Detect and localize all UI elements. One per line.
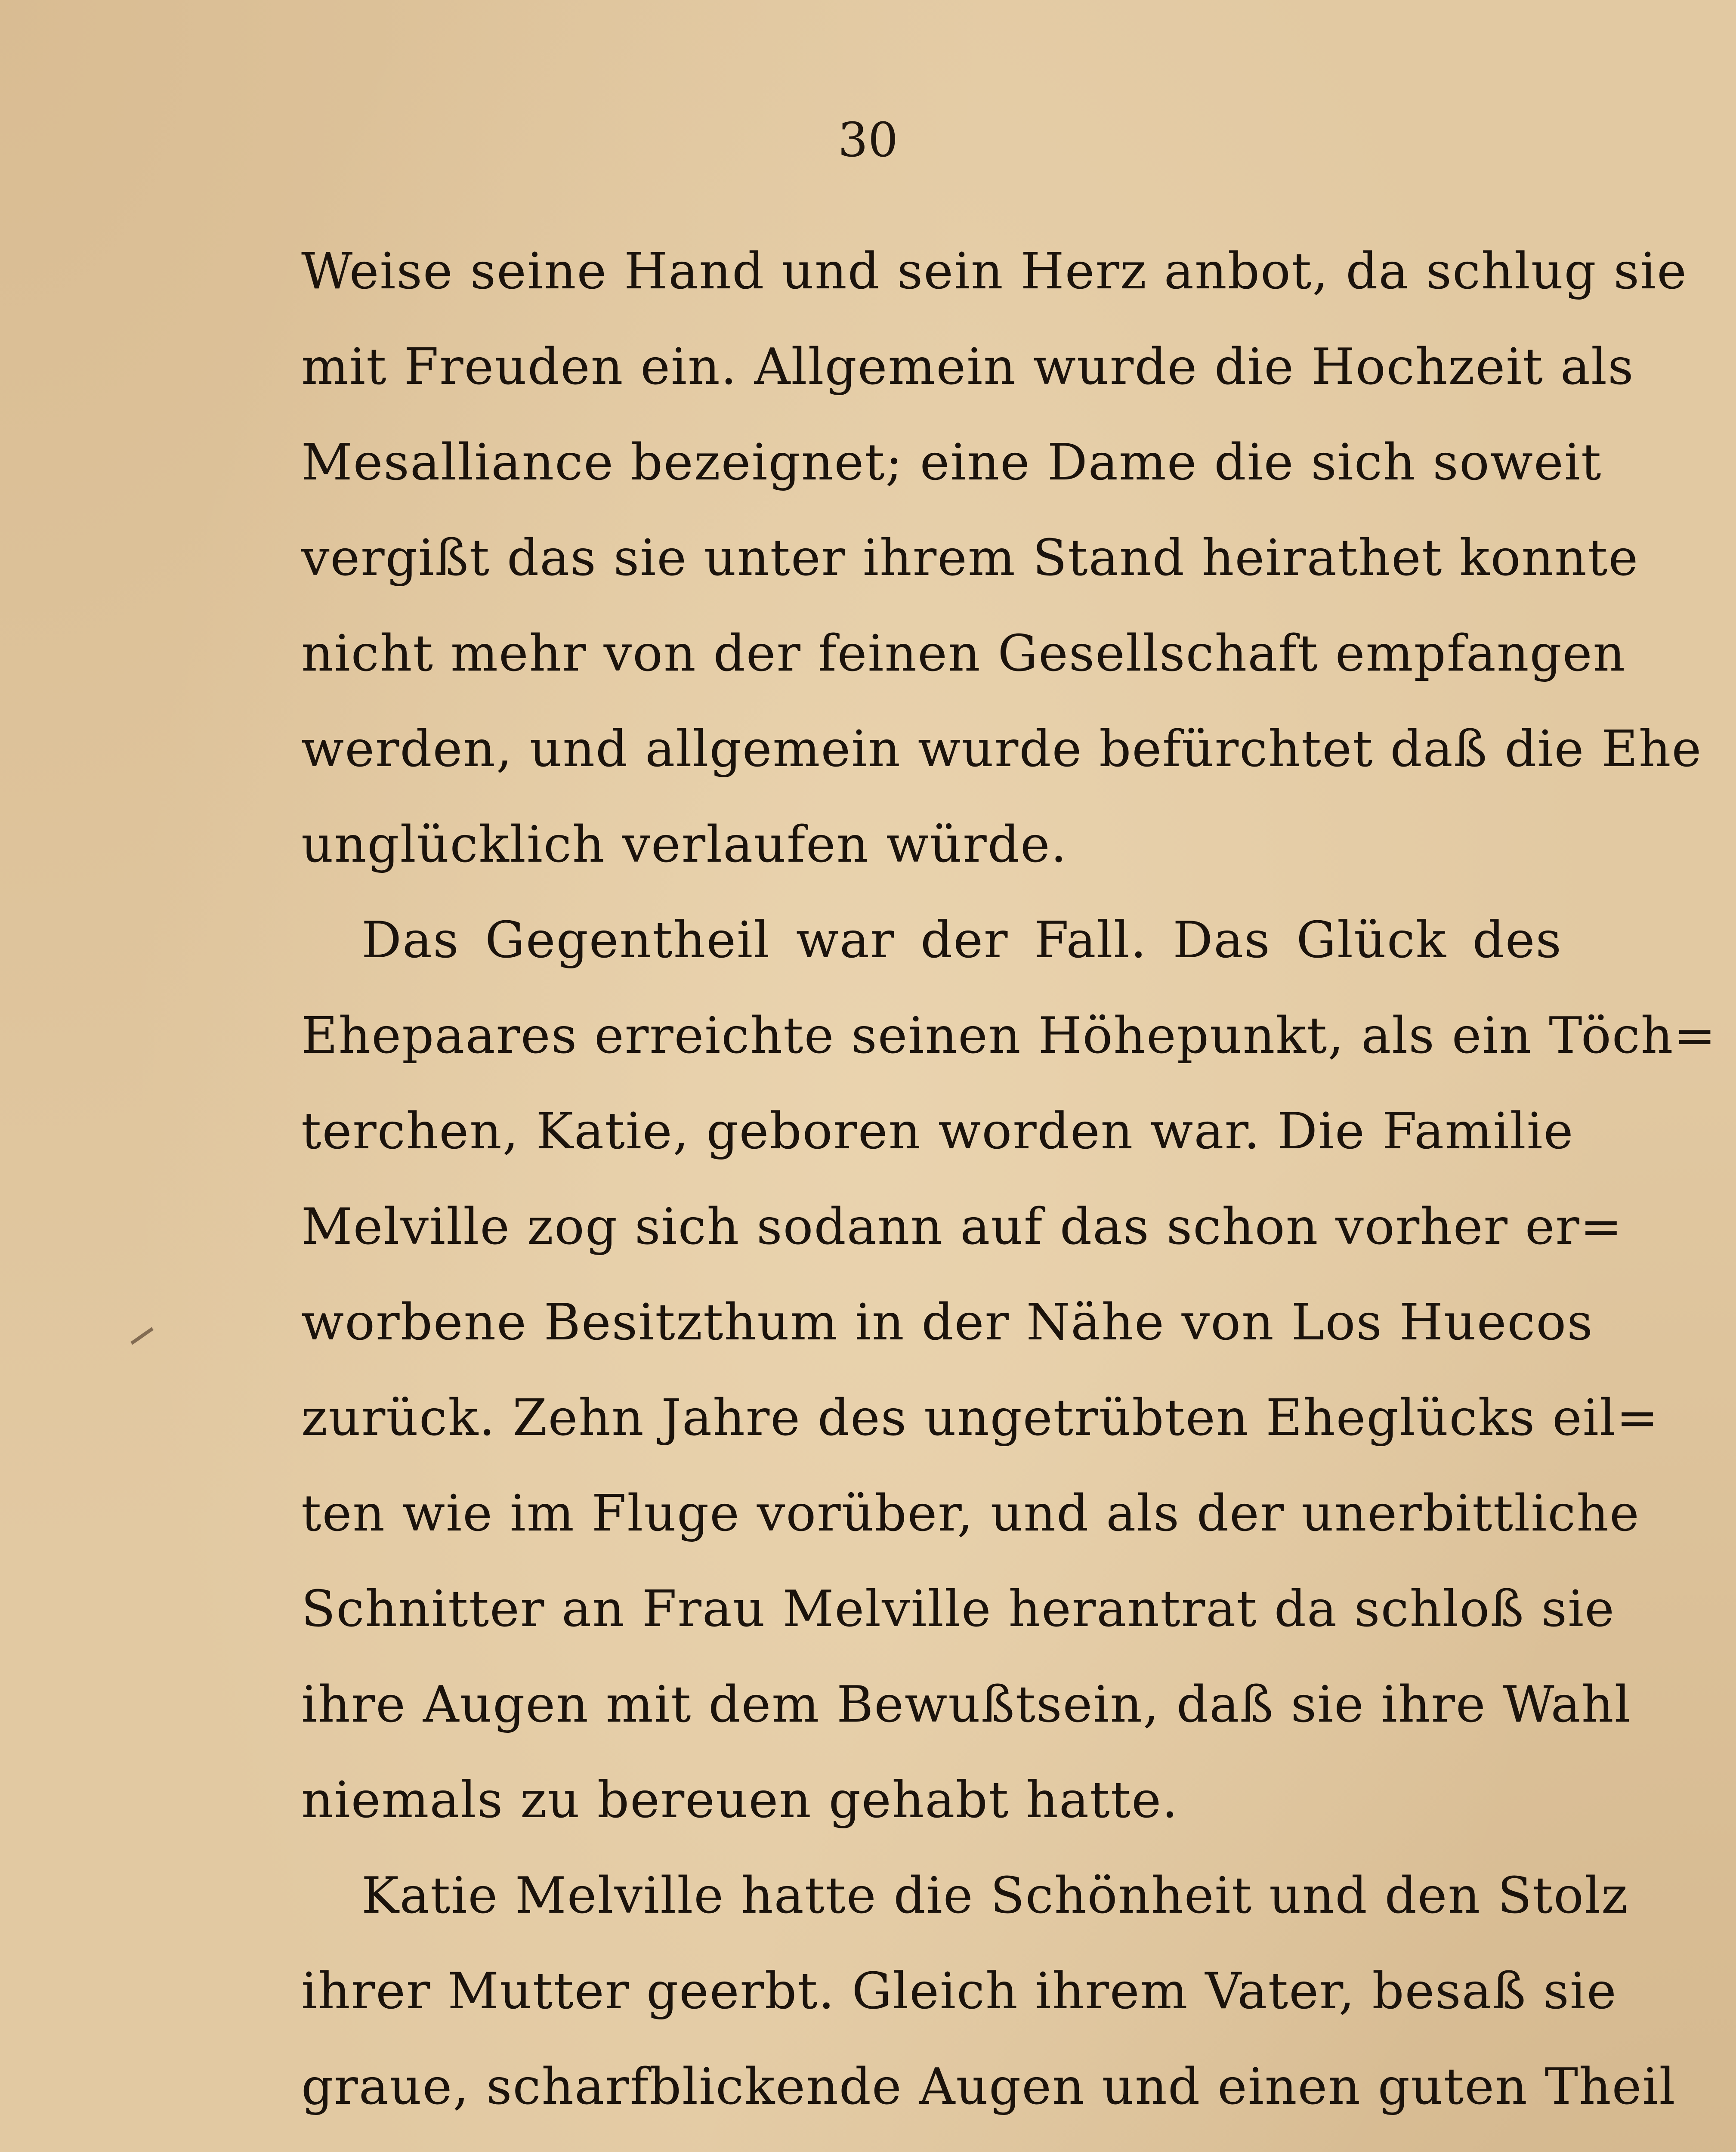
text-line: Melville zog sich sodann auf das schon vorher er= xyxy=(301,1198,1623,1256)
text-line: mit Freuden ein. Allgemein wurde die Hochzeit als xyxy=(301,338,1634,396)
text-line: zurück. Zehn Jahre des ungetrübten Eheglücks eil= xyxy=(301,1389,1659,1447)
text-line: nicht mehr von der feinen Gesellschaft empfangen xyxy=(301,625,1626,683)
text-line: Das Gegentheil war der Fall. Das Glück des xyxy=(361,911,1562,969)
text-line: ten wie im Fluge vorüber, und als der unerbittliche xyxy=(301,1484,1640,1543)
text-line: unglücklich verlaufen würde. xyxy=(301,816,1068,874)
text-line: ihre Augen mit dem Bewußtsein, daß sie ihre Wahl xyxy=(301,1676,1631,1734)
text-line xyxy=(301,2135,1562,2152)
paper-mark xyxy=(130,1327,154,1345)
body-text xyxy=(301,224,1717,2152)
text-line: Ehepaares erreichte seinen Höhepunkt, als ein Töch= xyxy=(301,1007,1717,1065)
text-line: Schnitter an Frau Melville herantrat da schloß sie xyxy=(301,1580,1615,1638)
text-line: worbene Besitzthum in der Nähe von Los Huecos xyxy=(301,1293,1594,1351)
text-line: ihrer Mutter geerbt. Gleich ihrem Vater, besaß sie xyxy=(301,1962,1617,2020)
text-line: graue, scharfblickende Augen und einen guten Theil xyxy=(301,2058,1676,2116)
text-line: Weise seine Hand und sein Herz anbot, da schlug sie xyxy=(301,242,1687,300)
text-line: niemals zu bereuen gehabt hatte. xyxy=(301,1771,1179,1829)
text-line: Mesalliance bezeignet; eine Dame die sich soweit xyxy=(301,433,1602,492)
text-line: werden, und allgemein wurde befürchtet daß die Ehe xyxy=(301,720,1702,778)
text-line: terchen, Katie, geboren worden war. Die Familie xyxy=(301,1102,1574,1160)
text-line: vergißt das sie unter ihrem Stand heirathet konnte xyxy=(301,529,1639,587)
page-number: 30 xyxy=(838,112,898,167)
text-line: Katie Melville hatte die Schönheit und den Stolz xyxy=(361,1867,1629,1925)
